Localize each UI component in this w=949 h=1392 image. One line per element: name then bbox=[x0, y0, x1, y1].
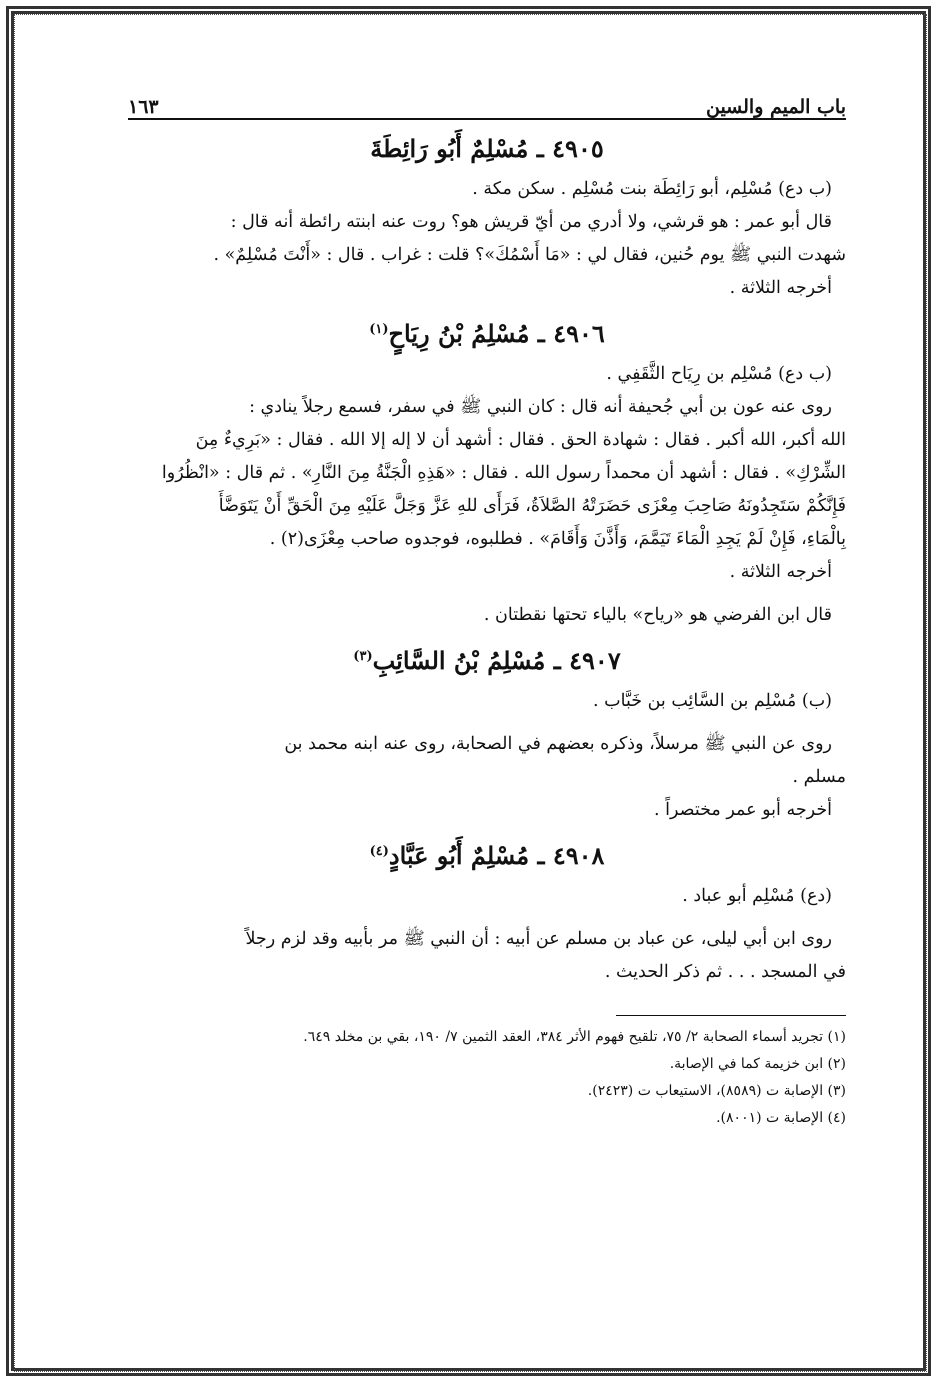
book-page bbox=[128, 84, 846, 1344]
footnote: (٢) ابن خزيمة كما في الإصابة. bbox=[669, 1056, 846, 1072]
footnotes bbox=[128, 1024, 846, 1132]
entry-line: قال أبو عمر : هو قرشي، ولا أدري من أيّ قريش هو؟ روت عنه ابنته رائطة أنه قال : bbox=[230, 212, 832, 232]
entry-line: قال ابن الفرضي هو «رياح» بالياء تحتها نقطتان . bbox=[483, 605, 832, 625]
entry-title: ٤٩٠٦ ـ مُسْلِمُ بْنُ رِيَاحٍ$^{(١)}$ bbox=[369, 319, 605, 348]
footnote: (٣) الإصابة ت (٨٥٨٩)، الاستيعاب ت (٢٤٢٣). bbox=[587, 1083, 846, 1099]
entry-line: (دع) مُسْلِم أبو عباد . bbox=[682, 886, 832, 906]
entry-4908 bbox=[128, 841, 846, 989]
entry-title: ٤٩٠٧ ـ مُسْلِمُ بْنُ السَّائِبِ$^{(٣)}$ bbox=[353, 646, 621, 675]
entry-line: روى عن النبي ﷺ مرسلاً، وذكره بعضهم في الصحابة، روى عنه ابنه محمد بن bbox=[284, 734, 832, 754]
running-header bbox=[128, 84, 846, 120]
entry-line: أخرجه أبو عمر مختصراً . bbox=[654, 800, 832, 820]
entry-line: روى عنه عون بن أبي جُحيفة أنه قال : كان النبي ﷺ في سفر، فسمع رجلاً ينادي : bbox=[249, 397, 832, 417]
entry-line: مسلم . bbox=[792, 767, 846, 787]
entry-line: الله أكبر، الله أكبر . فقال : شهادة الحق . فقال : أشهد أن لا إله إلا الله . فقال : «بَرِيءٌ مِنَ bbox=[195, 430, 846, 450]
footnote: (١) تجريد أسماء الصحابة ٢/ ٧٥، تلقيح فهوم الأثر ٣٨٤، العقد الثمين ٧/ ١٩٠، بقي بن مخلد ٦٤٩. bbox=[303, 1029, 846, 1045]
page-number: ١٦٣ bbox=[128, 96, 159, 118]
entry-line: أخرجه الثلاثة . bbox=[729, 278, 832, 298]
entry-line: في المسجد . . . ثم ذكر الحديث . bbox=[604, 962, 846, 982]
entry-line: شهدت النبي ﷺ يوم حُنين، فقال لي : «مَا أَسْمُكَ»؟ قلت : غراب . قال : «أَنْتَ مُسْلِمٌ» . bbox=[213, 245, 846, 265]
entry-line: (ب دع) مُسْلِم، أبو رَائِطَة بنت مُسْلِم . سكن مكة . bbox=[472, 179, 832, 199]
entry-4907 bbox=[128, 646, 846, 827]
entry-line: أخرجه الثلاثة . bbox=[729, 562, 832, 582]
entry-line: (ب) مُسْلِم بن السَّائِب بن خَبَّاب . bbox=[593, 691, 832, 711]
entry-line: (ب دع) مُسْلِم بن رِيَاح الثَّقَفِي . bbox=[606, 364, 832, 384]
entry-title: ٤٩٠٥ ـ مُسْلِمٌ أَبُو رَائِطَةَ bbox=[370, 134, 604, 163]
entry-line: فَإِنَّكُمْ سَتَجِدُونَهُ صَاحِبَ مِعْزَى حَضَرَتْهُ الصَّلاَةُ، فَرَأَى للهِ عَزَّ وَجَلَّ عَلَيْهِ مِنَ الْحَقِّ أَنْ يَتَوَضَّأَ bbox=[218, 496, 846, 516]
entry-4905 bbox=[128, 134, 846, 305]
entry-title: ٤٩٠٨ ـ مُسْلِمٌ أَبُو عَبَّادٍ$^{(٤)}$ bbox=[369, 841, 605, 870]
footnote-divider bbox=[616, 1015, 846, 1016]
entry-line: بِالْمَاءِ، فَإِنْ لَمْ يَجِدِ الْمَاءَ تَيَمَّمَ، وَأَذَّنَ وَأَقَامَ» . فطلبوه، فوجدوه صاحب مِعْزَى(٢) . bbox=[269, 529, 846, 549]
footnote-marker: (١) bbox=[369, 322, 389, 337]
entry-line: الشِّرْكِ» . فقال : أشهد أن محمداً رسول الله . فقال : «هَذِهِ الْجَنَّةُ مِنَ النَّارِ» . ثم قال : «انْظُرُوا bbox=[161, 463, 846, 483]
footnote: (٤) الإصابة ت (٨٠٠١). bbox=[716, 1110, 846, 1126]
entry-4906 bbox=[128, 319, 846, 632]
footnote-marker: (٤) bbox=[369, 844, 389, 859]
entry-line: روى ابن أبي ليلى، عن عباد بن مسلم عن أبيه : أن النبي ﷺ مر بأبيه وقد لزم رجلاً bbox=[245, 929, 832, 949]
chapter-title: باب الميم والسين bbox=[705, 96, 846, 118]
footnote-marker: (٣) bbox=[353, 649, 373, 664]
